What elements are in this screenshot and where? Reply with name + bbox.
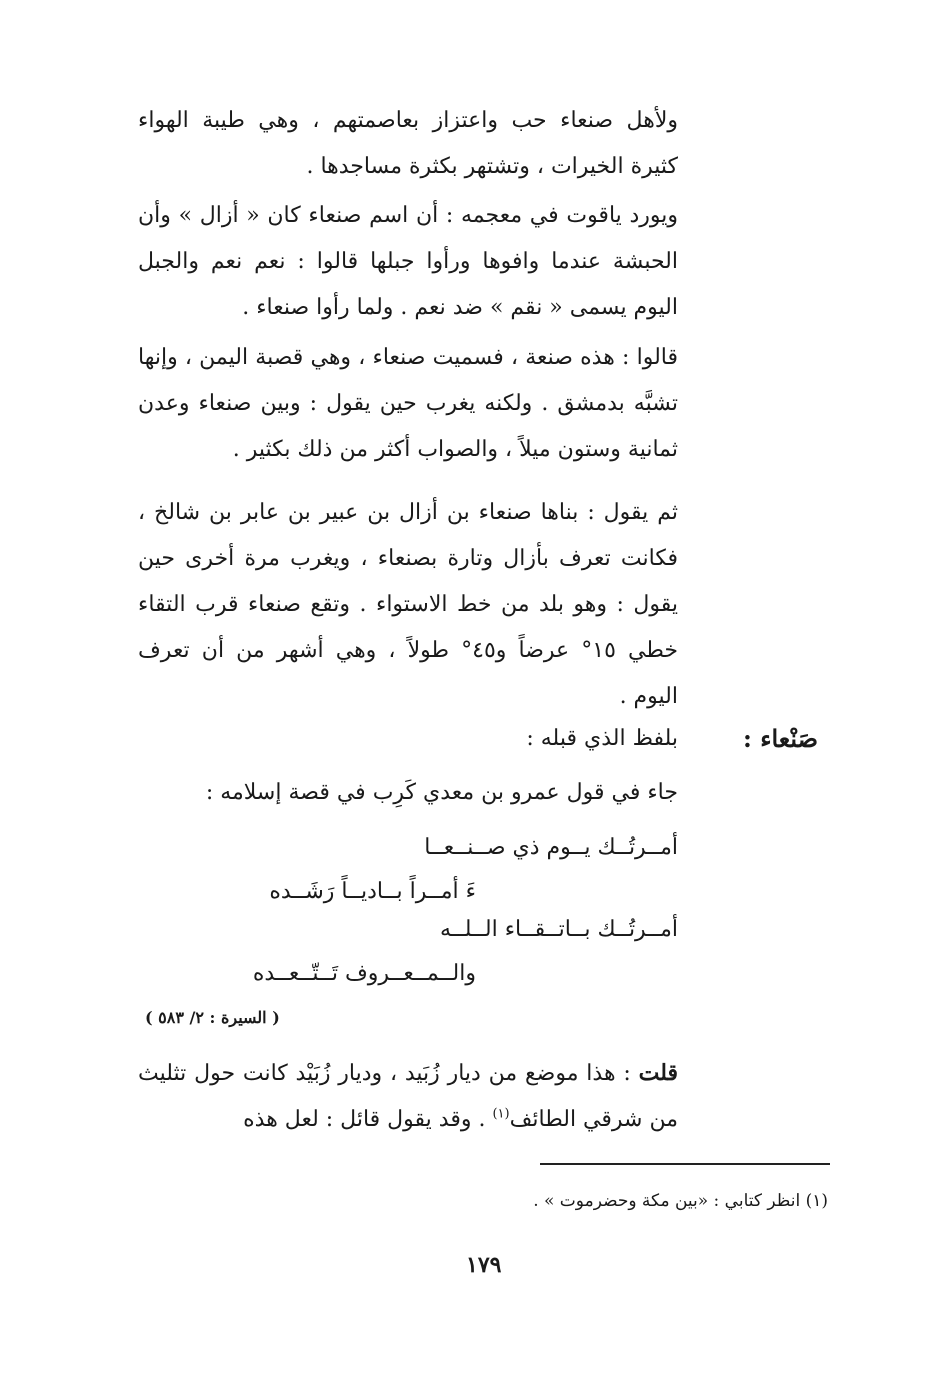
paragraph-amr-poem-intro: جاء في قول عمرو بن معدي كَرِب في قصة إسلامه : [205, 780, 678, 805]
poem-verse-4: والــمــعــروف تَــتّــعــده [252, 961, 476, 986]
page-number: ١٧٩ [466, 1252, 502, 1278]
zubayd-text-part-1: : هذا موضع من ديار زُبَيد ، وديار زُبَيْد كانت حول تثليث من شرقي الطائف [138, 1061, 678, 1132]
paragraph-sanaa-people: ولأهل صنعاء حب واعتزاز بعاصمتهم ، وهي طيبة الهواء كثيرة الخيرات ، وتشتهر بكثرة مساجدها . [138, 108, 678, 179]
poem-verse-3: أمــرتُــك بــاتــقــاء الــلــه [440, 917, 678, 942]
paragraph-yaqut-azal: ويورد ياقوت في معجمه : أن اسم صنعاء كان « أزال » وأن الحبشة عندما وافوها ورأوا جبلها قالوا : نعم نعم والجبل اليوم يسمى « نقم » ضد نعم . ولما رأوا صنعاء . [138, 203, 678, 320]
poem-verse-2: ءَ أمــراً بــاديــاً رَشَــده [269, 879, 476, 904]
footnote-divider [540, 1163, 830, 1165]
paragraph-zubayd [138, 1050, 678, 1143]
footnote-marker[interactable]: (١) [492, 1106, 510, 1122]
entry-term: صَنْعاء : [742, 724, 818, 753]
entry-definition: بلفظ الذي قبله : [526, 726, 678, 751]
lead-word-qultu: قلت [638, 1060, 678, 1086]
paragraph-sanaa-naming: قالوا : هذه صنعة ، فسميت صنعاء ، وهي قصبة اليمن ، وإنها تشبَّه بدمشق . ولكنه يغرب حين يقول : وبين صنعاء وعدن ثمانية وستون ميلاً ، والصواب أكثر من ذلك بكثير . [138, 345, 678, 462]
paragraph-sanaa-founder: ثم يقول : بناها صنعاء بن أزال بن عبير بن عابر بن شالخ ، فكانت تعرف بأزال وتارة بصنعاء ، ويغرب مرة أخرى حين يقول : وهو بلد من خط الاستواء . وتقع صنعاء قرب التقاء خطي ١٥° عرضاً و٤٥° طولاً ، وهي أشهر من أن تعرف اليوم . [138, 500, 679, 709]
poem-verse-1: أمــرتُــك يــوم ذي صــنــعــا [424, 835, 678, 860]
footnote-text: (١) انظر كتابي : «بين مكة وحضرموت » . [533, 1191, 828, 1211]
zubayd-text-part-2: . وقد يقول قائل : لعل هذه [243, 1107, 493, 1132]
poem-citation: ( السيرة : ٢/ ٥٨٣ ) [145, 1008, 280, 1027]
